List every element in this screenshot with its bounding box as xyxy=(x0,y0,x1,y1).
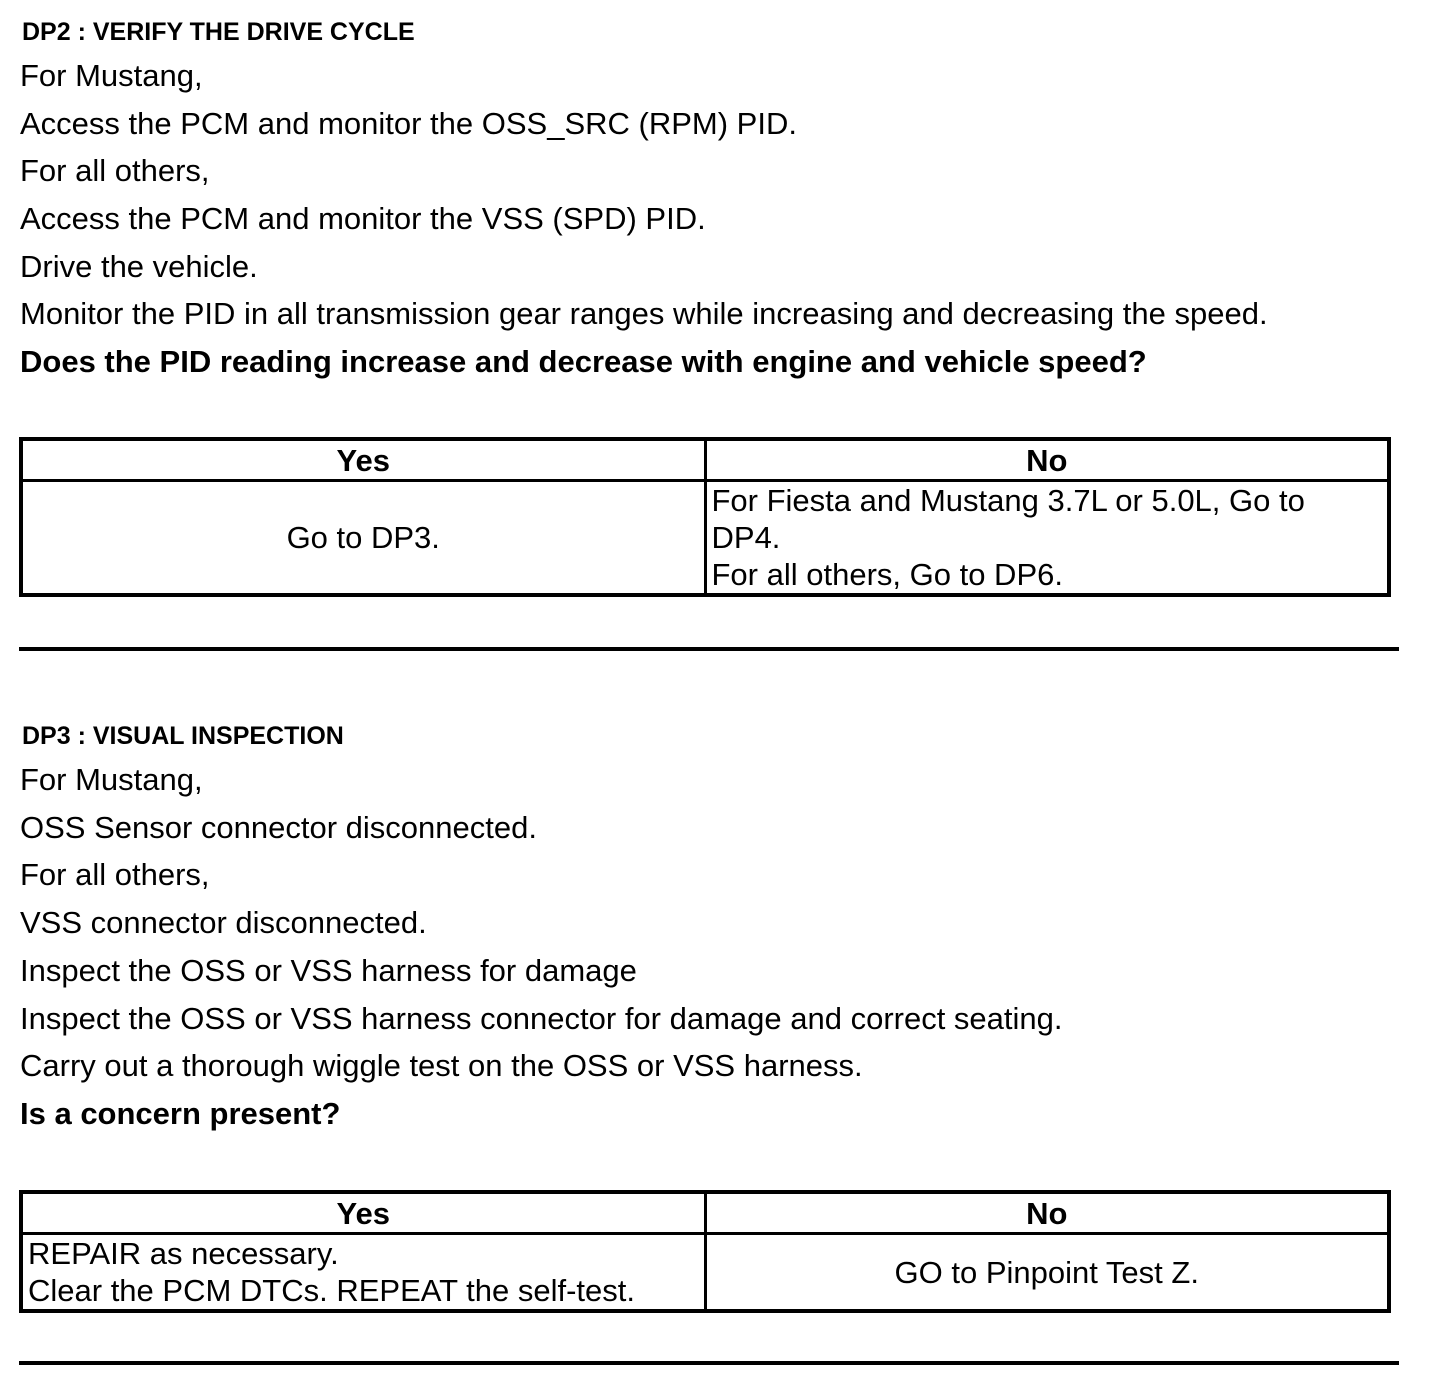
no-cell: GO to Pinpoint Test Z. xyxy=(705,1234,1389,1312)
dp3-heading: DP3 : VISUAL INSPECTION xyxy=(22,722,344,750)
dp2-line-2: Access the PCM and monitor the OSS_SRC (RPM) PID. xyxy=(20,106,797,141)
yes-header: Yes xyxy=(21,1192,705,1234)
dp2-line-4: Access the PCM and monitor the VSS (SPD) PID. xyxy=(20,201,706,236)
dp3-question: Is a concern present? xyxy=(20,1096,341,1131)
dp2-line-5: Drive the vehicle. xyxy=(20,249,258,284)
yes-cell xyxy=(21,1234,705,1312)
dp2-question: Does the PID reading increase and decrease with engine and vehicle speed? xyxy=(20,344,1147,379)
dp3-line-1: For Mustang, xyxy=(20,762,203,797)
no-header: No xyxy=(705,1192,1389,1234)
dp2-line-6: Monitor the PID in all transmission gear ranges while increasing and decreasing the speed. xyxy=(20,296,1268,331)
table-header-row xyxy=(21,1192,1389,1234)
dp3-line-5: Inspect the OSS or VSS harness for damage xyxy=(20,953,637,988)
yes-header: Yes xyxy=(21,439,705,481)
dp3-line-3: For all others, xyxy=(20,857,210,892)
yes-cell-line: Clear the PCM DTCs. REPEAT the self-test. xyxy=(28,1273,635,1308)
dp3-line-7: Carry out a thorough wiggle test on the OSS or VSS harness. xyxy=(20,1048,863,1083)
table-header-row xyxy=(21,439,1389,481)
section-divider xyxy=(19,1361,1399,1365)
table-row xyxy=(21,481,1389,596)
dp3-line-2: OSS Sensor connector disconnected. xyxy=(20,810,537,845)
section-divider xyxy=(19,647,1399,651)
table-row xyxy=(21,1234,1389,1312)
no-cell-line: For Fiesta and Mustang 3.7L or 5.0L, Go to xyxy=(711,483,1305,518)
no-cell-line: For all others, Go to DP6. xyxy=(711,557,1063,592)
dp3-result-table xyxy=(19,1190,1391,1313)
dp3-line-6: Inspect the OSS or VSS harness connector for damage and correct seating. xyxy=(20,1001,1063,1036)
no-cell-line: DP4. xyxy=(711,520,781,555)
dp2-line-1: For Mustang, xyxy=(20,58,203,93)
dp2-result-table xyxy=(19,437,1391,597)
dp3-line-4: VSS connector disconnected. xyxy=(20,905,427,940)
dp2-line-3: For all others, xyxy=(20,153,210,188)
yes-cell: Go to DP3. xyxy=(21,481,705,596)
dp2-heading: DP2 : VERIFY THE DRIVE CYCLE xyxy=(22,18,415,46)
no-cell xyxy=(705,481,1389,596)
no-header: No xyxy=(705,439,1389,481)
yes-cell-line: REPAIR as necessary. xyxy=(28,1236,339,1271)
